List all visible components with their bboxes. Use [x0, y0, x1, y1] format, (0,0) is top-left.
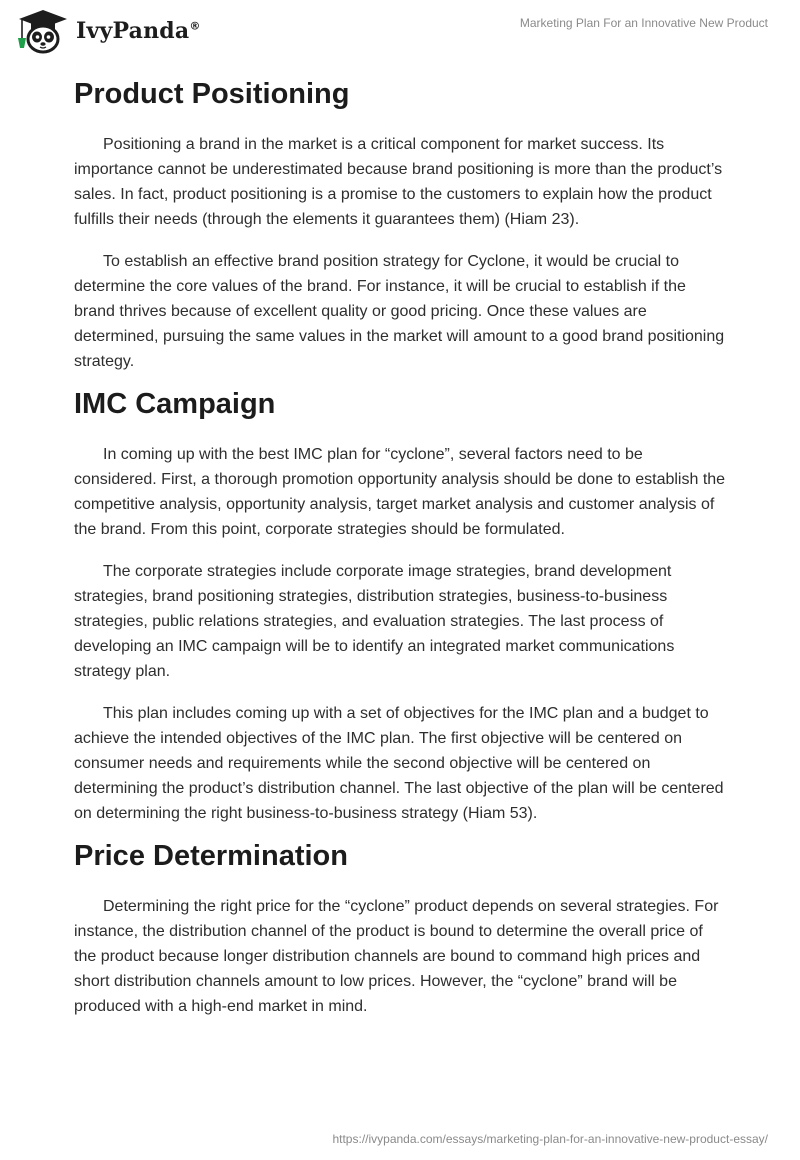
paragraph: This plan includes coming up with a set of objectives for the IMC plan and a budget to achieve the intended objectives of the IMC plan. The first objective will be centered on consumer needs and requirements while the second objective will be centered on determining the product’s distribution channel. The last objective of the plan will be centered on determining the right business-to-business strategy (Hiam 53). [74, 705, 724, 822]
paragraph: The corporate strategies include corporate image strategies, brand development strategies, brand positioning strategies, distribution strategies, business-to-business strategies, public relations strategies, and evaluation strategies. The last process of developing an IMC campaign will be to identify an integrated market communications strategy plan. [74, 563, 675, 680]
page-header [0, 0, 800, 62]
section-heading: Product Positioning [74, 78, 350, 110]
section-heading: IMC Campaign [74, 388, 276, 420]
source-url[interactable]: https://ivypanda.com/essays/marketing-plan-for-an-innovative-new-product-essay/ [332, 1132, 768, 1146]
panda-graduate-icon [14, 8, 72, 54]
brand-name: IvyPanda® [76, 18, 201, 44]
document-title: Marketing Plan For an Innovative New Product [519, 16, 768, 30]
paragraph: To establish an effective brand position strategy for Cyclone, it would be crucial to determine the core values of the brand. For instance, it will be crucial to establish if the brand thrives because of excellent quality or good pricing. Once these values are determined, pursuing the same values in the market will amount to a good brand positioning strategy. [74, 253, 725, 370]
registered-mark: ® [189, 19, 201, 33]
brand-logo[interactable] [14, 8, 201, 54]
paragraph: Determining the right price for the “cyclone” product depends on several strategies. For instance, the distribution channel of the product is bound to determine the overall price of the product because longer distribution channels are bound to command high prices and short distribution channels amount to low prices. However, the “cyclone” brand will be produced with a high-end market in mind. [74, 898, 719, 1015]
paragraph: Positioning a brand in the market is a critical component for market success. Its importance cannot be underestimated because brand positioning is more than the product’s sales. In fact, product positioning is a promise to the customers to explain how the product fulfills their needs (through the elements it guarantees them) (Hiam 23). [74, 136, 723, 228]
section-heading: Price Determination [74, 840, 348, 872]
paragraph: In coming up with the best IMC plan for “cyclone”, several factors need to be considered. First, a thorough promotion opportunity analysis should be done to establish the competitive analysis, opportunity analysis, target market analysis and customer analysis of the brand. From this point, corporate strategies should be formulated. [74, 446, 726, 538]
essay-content [74, 70, 728, 1019]
